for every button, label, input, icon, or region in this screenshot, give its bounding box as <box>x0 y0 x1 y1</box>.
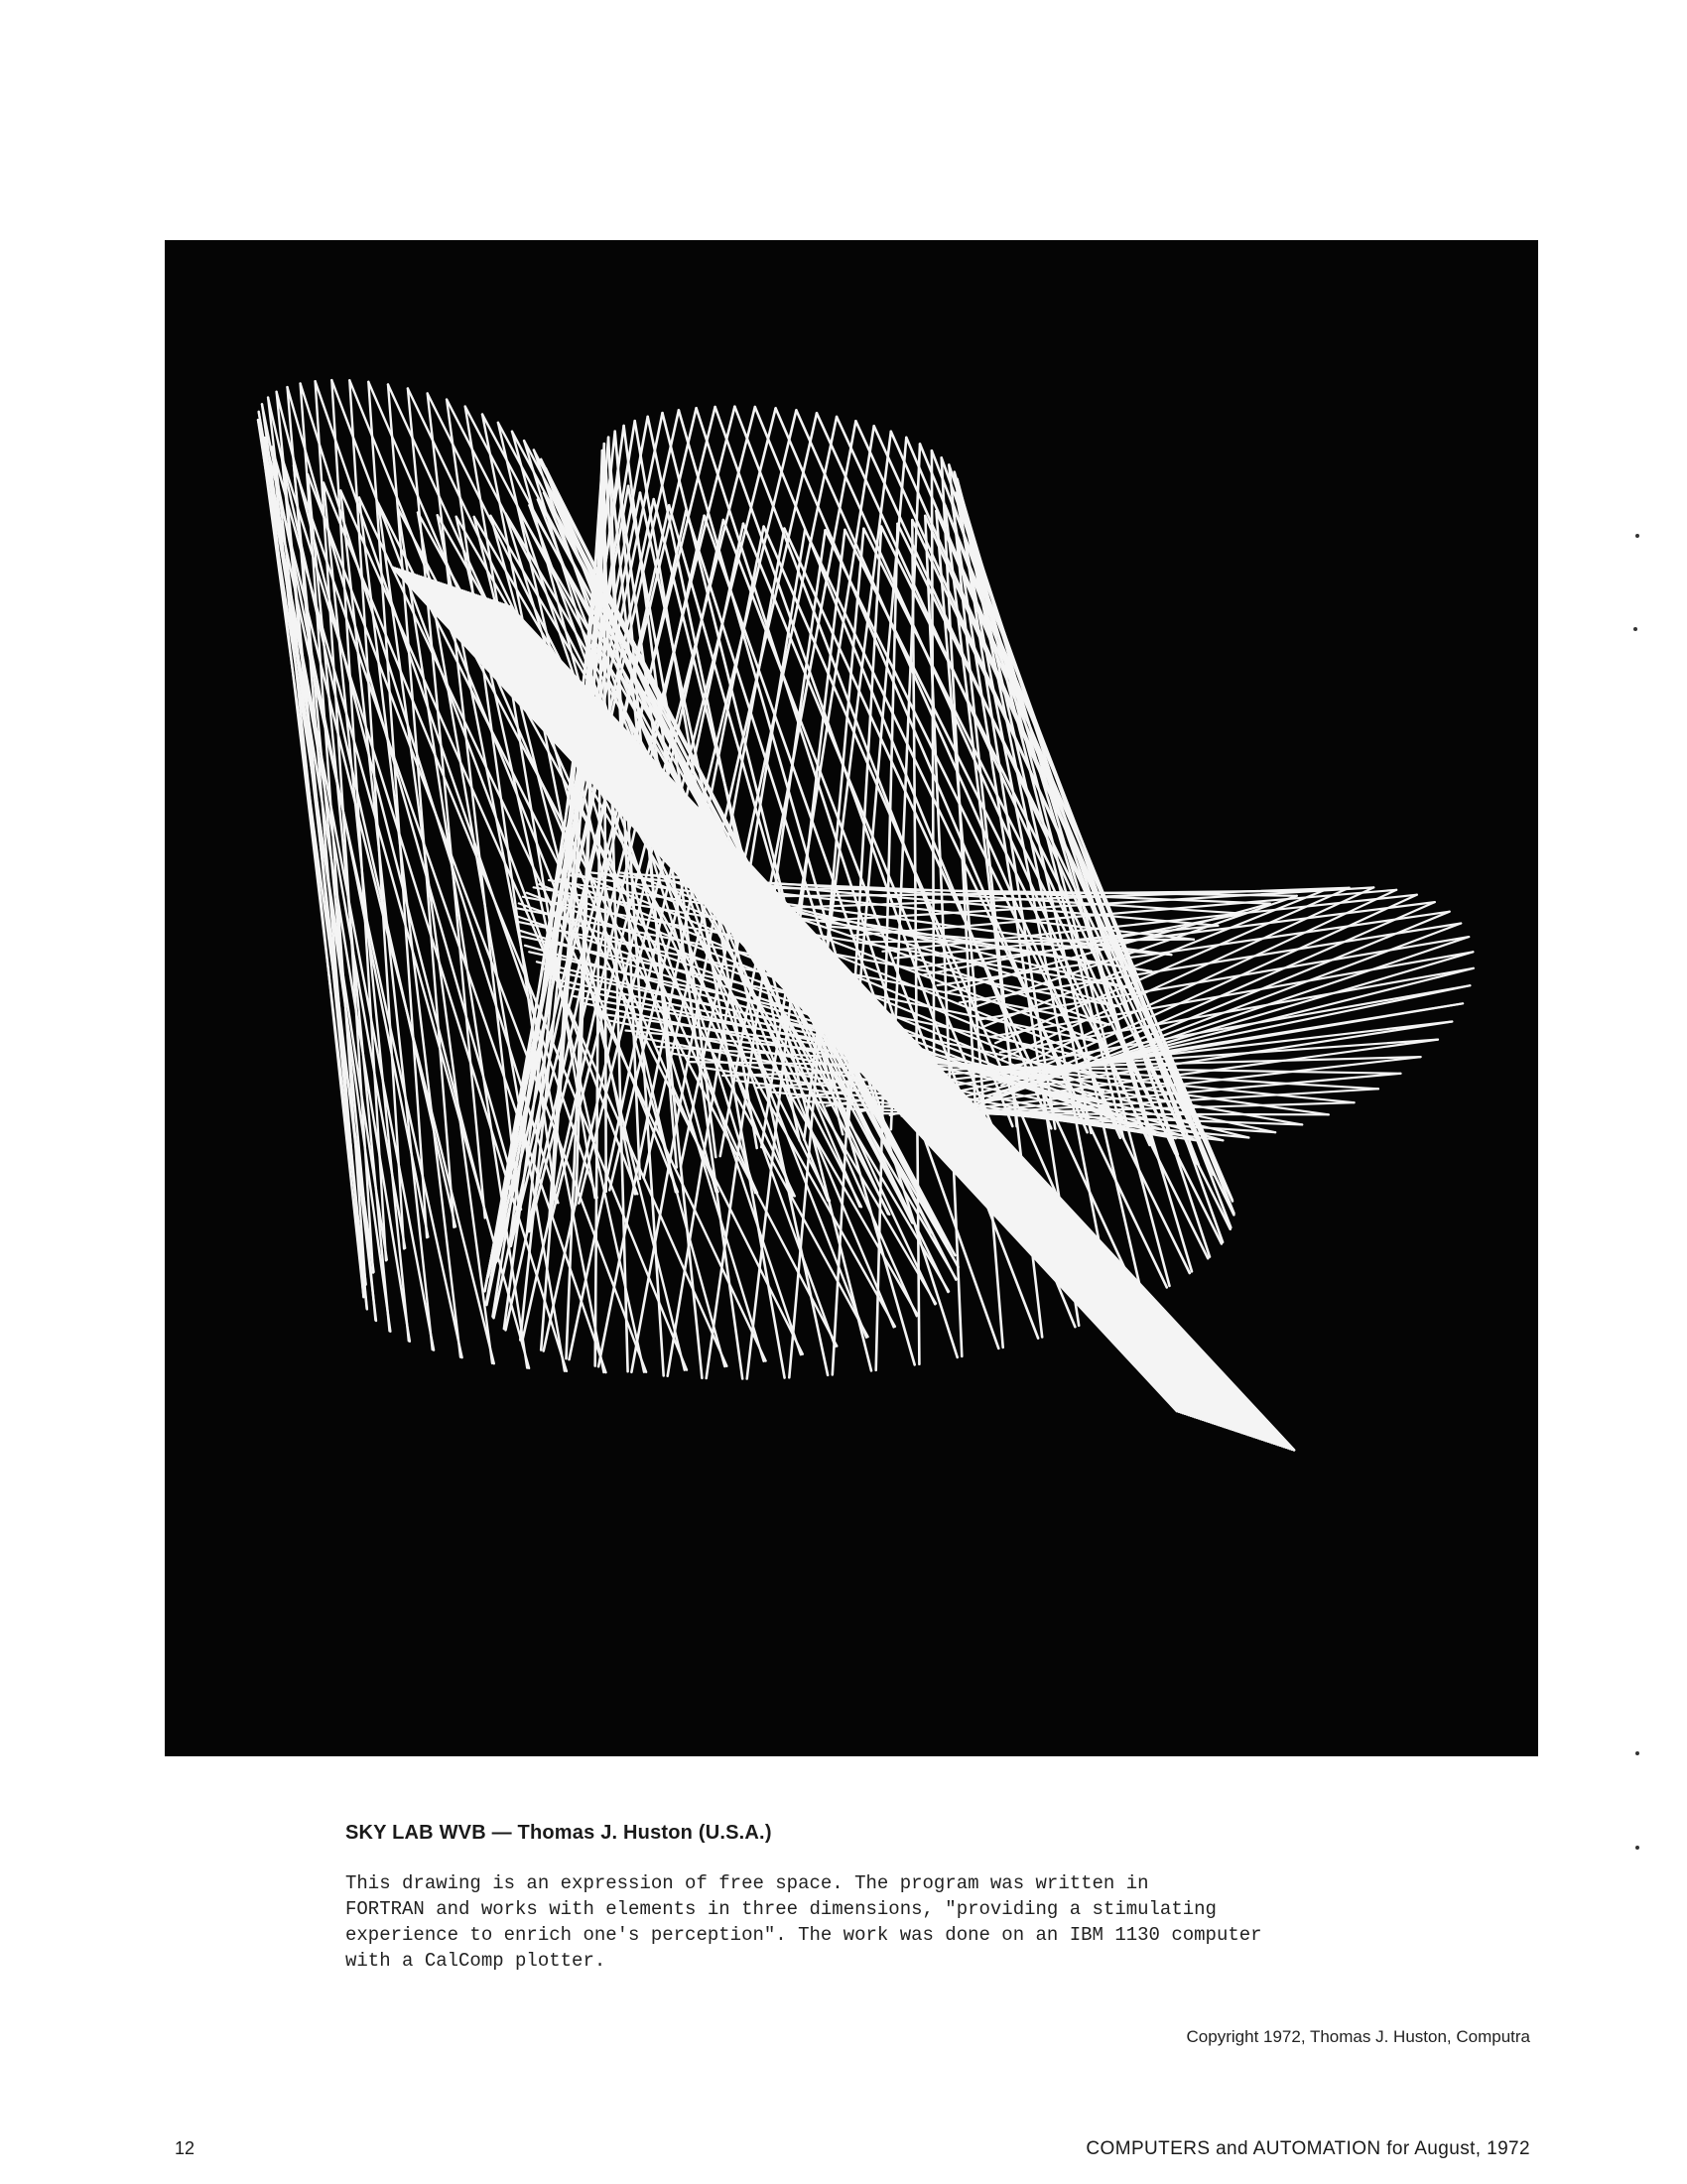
running-footer: COMPUTERS and AUTOMATION for August, 1972 <box>1086 2138 1530 2159</box>
print-speck <box>1635 534 1639 538</box>
artwork-plate <box>165 240 1538 1756</box>
caption-body: This drawing is an expression of free space. The program was written in FORTRAN and works with elements in three dimensions, "providing a stimulating experience to enrich one's perception". The work was done on an IBM 1130 computer with a CalComp plotter. <box>345 1872 1262 1972</box>
copyright-notice: Copyright 1972, Thomas J. Huston, Computra <box>1186 2027 1530 2046</box>
page-number: 12 <box>175 2138 195 2158</box>
plotter-line-drawing <box>165 240 1538 1756</box>
caption-title: SKY LAB WVB — Thomas J. Huston (U.S.A.) <box>345 1822 772 1844</box>
print-speck <box>1635 1846 1639 1850</box>
print-speck <box>1633 627 1637 631</box>
plot-line <box>912 902 1435 968</box>
plot-line <box>301 384 366 1285</box>
print-speck <box>1635 1751 1639 1755</box>
